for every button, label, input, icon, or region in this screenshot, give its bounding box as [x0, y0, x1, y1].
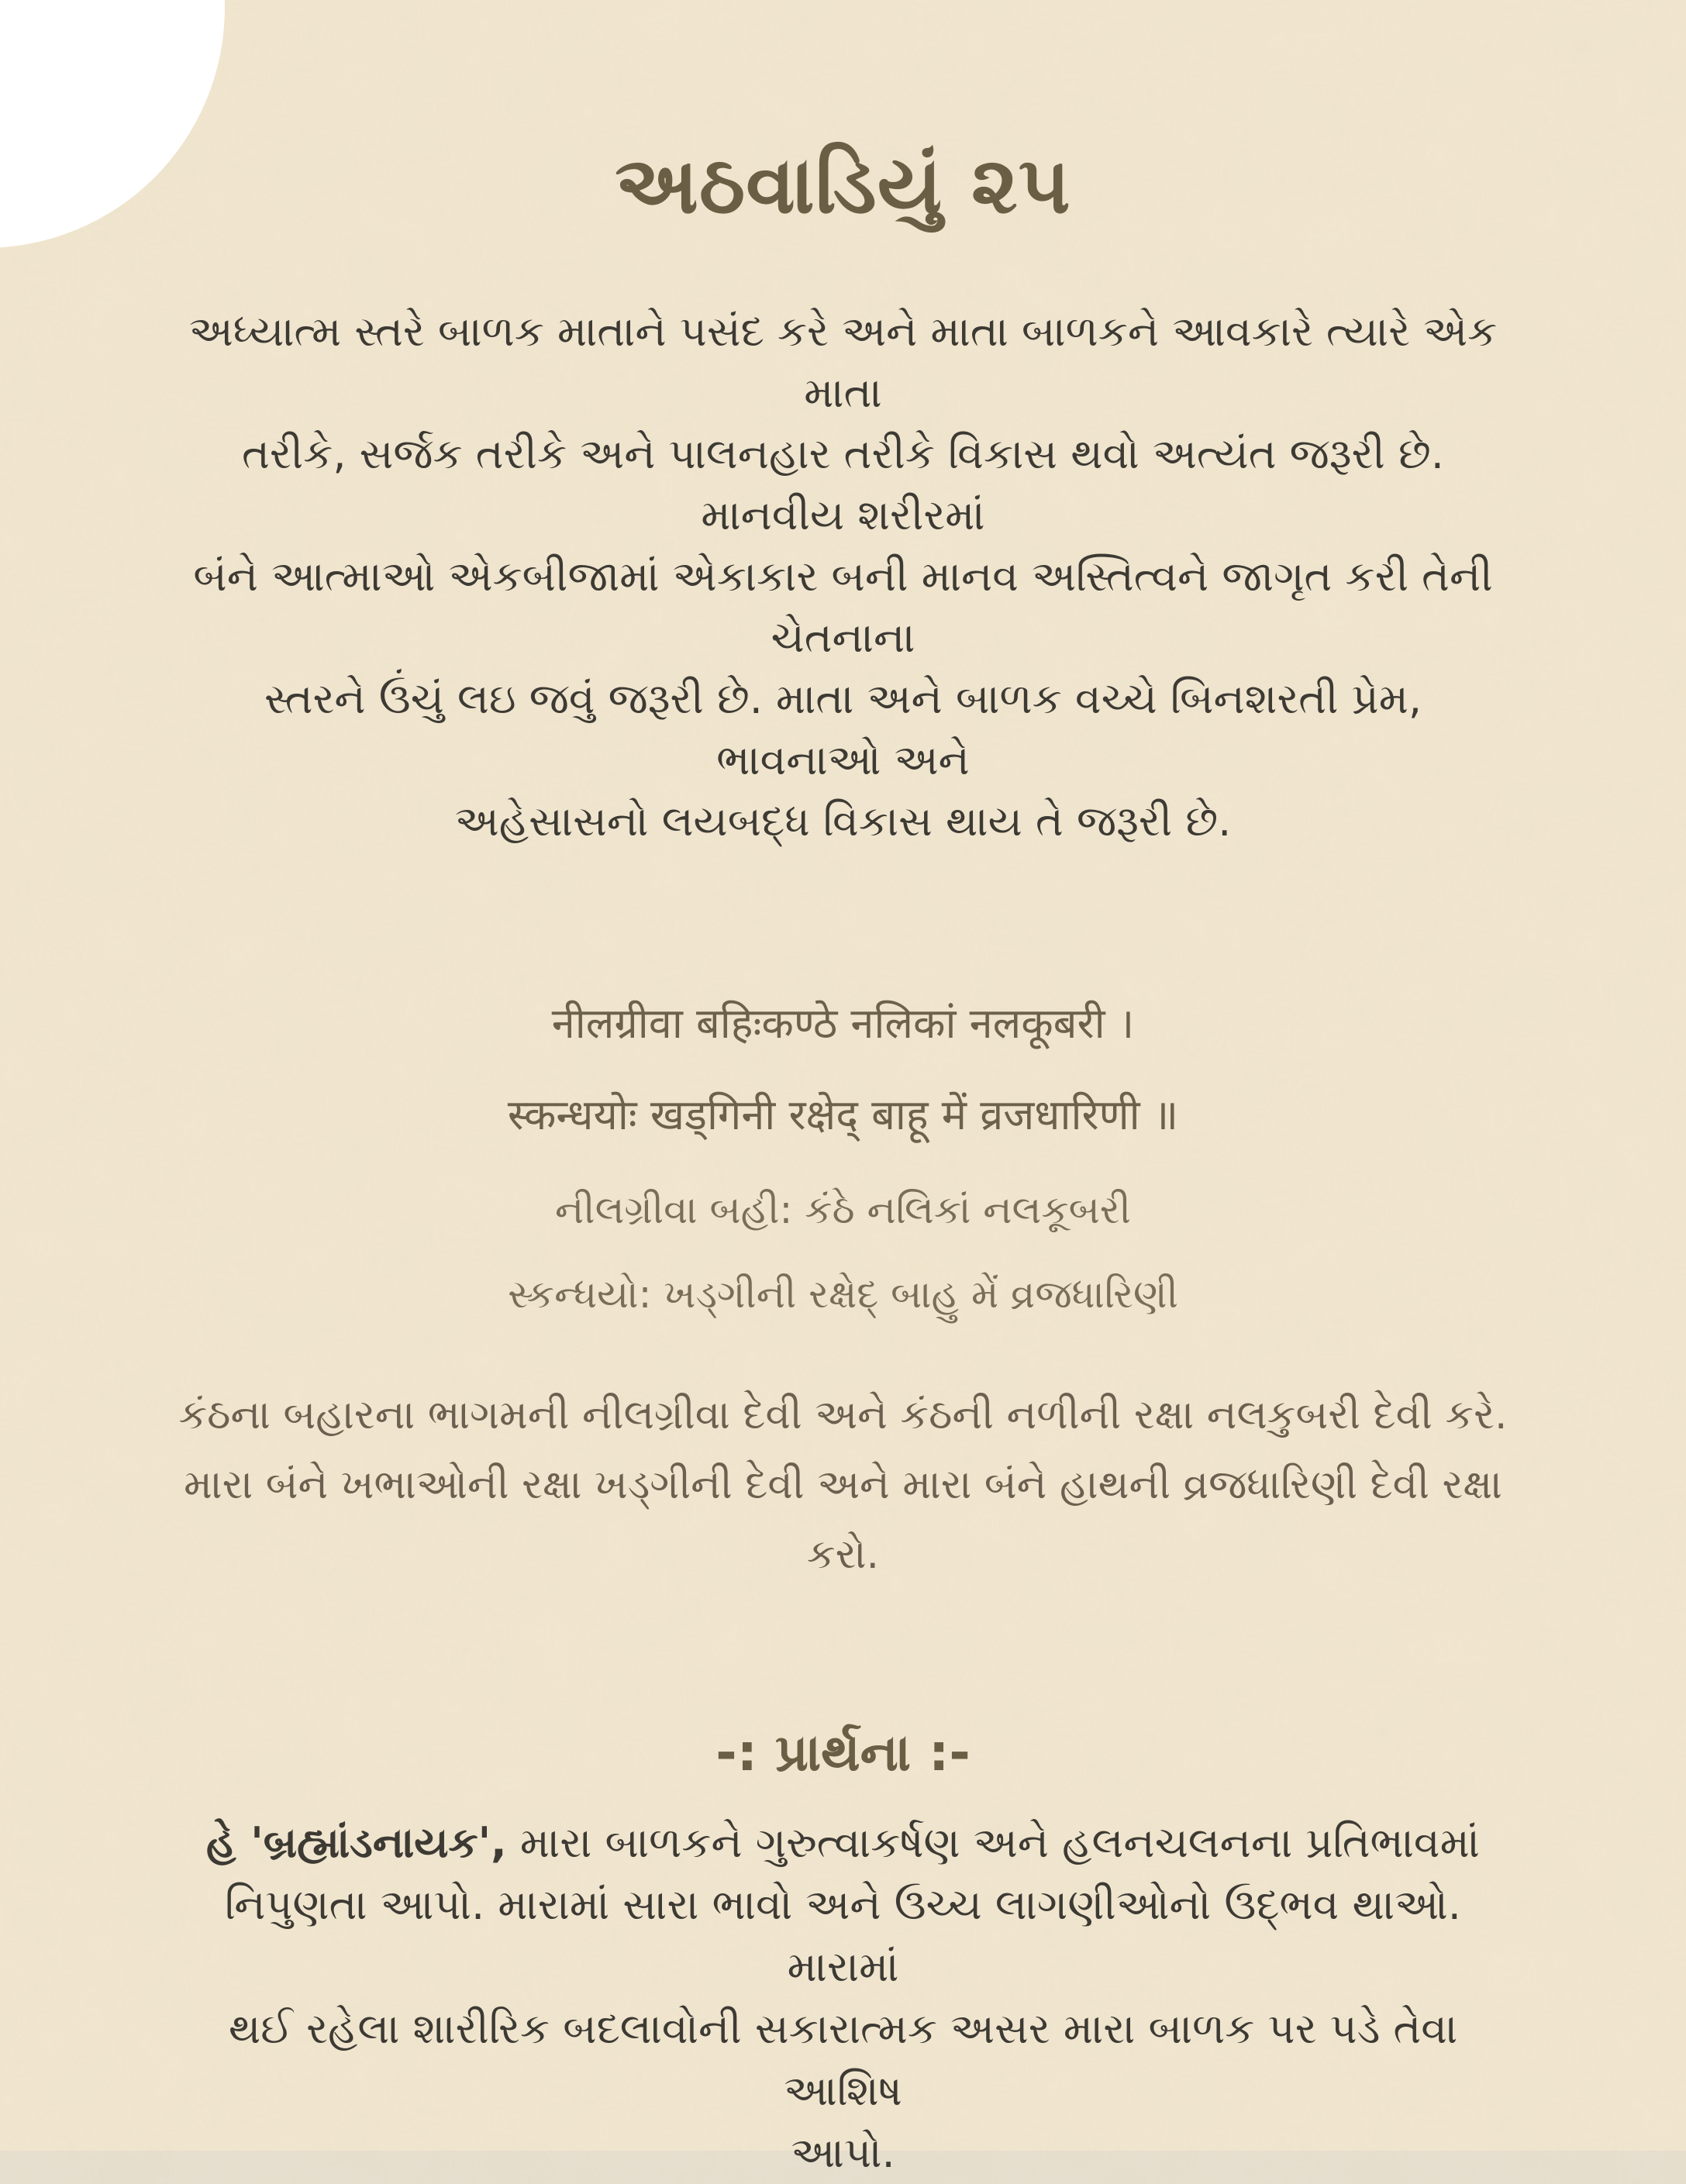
- prayer-line-1: [177, 1812, 1510, 1874]
- meaning-line-2: મારા બંને ખભાઓની રક્ષા ખડ્ગીની દેવી અને મારા બંને હાથની વ્રજધારિણી દેવી રક્ષા: [184, 1462, 1502, 1508]
- shloka-sanskrit-line-2: स्कन्धयोः खड्गिनी रक्षेद् बाहू में व्रजधारिणी ॥: [507, 1090, 1179, 1139]
- prayer-line-1-rest: મારા બાળકને ગુરુત્વાકર્ષણ અને હલનચલનના પ્રતિભાવમાં: [506, 1818, 1480, 1867]
- prayer-paragraph: [177, 1812, 1510, 2184]
- page-content: [177, 0, 1510, 2184]
- meaning-line-3: કરો.: [806, 1531, 880, 1578]
- intro-line-1: અધ્યાત્મ સ્તરે બાળક માતાને પસંદ કરે અને માતા બાળકને આવકારે ત્યારે એક માતા: [188, 307, 1498, 417]
- intro-paragraph: [177, 301, 1510, 852]
- shloka-gujarati-line-2: સ્કન્ધયો: ખડ્ગીની રક્ષેદ્ બાહુ મેં વ્રજધારિણી: [508, 1271, 1178, 1317]
- prayer-line-2: નિપુણતા આપો. મારામાં સારા ભાવો અને ઉચ્ચ લાગણીઓનો ઉદ્ભવ થાઓ. મારામાં: [225, 1880, 1461, 1991]
- meaning-paragraph: [177, 1380, 1510, 1590]
- prayer-salutation-bold: હે 'બ્રહ્માંડનાયક',: [206, 1818, 507, 1867]
- shloka-sanskrit-line-1: नीलग्रीवा बहिःकण्ठे नलिकां नलकूबरी ।: [551, 999, 1135, 1048]
- intro-line-3: બંને આત્માઓ એકબીજામાં એકાકાર બની માનવ અસ્તિત્વને જાગૃત કરી તેની ચેતનાના: [193, 552, 1493, 662]
- meaning-line-1: કંઠના બહારના ભાગમની નીલગ્રીવા દેવી અને કંઠની નળીની રક્ષા નલકુબરી દેવી કરે.: [178, 1392, 1508, 1438]
- shloka-gujarati-line-1: નીલગ્રીવા બહી: કંઠે નલિકાં નલકૂબરી: [555, 1187, 1131, 1232]
- shloka-section: [177, 997, 1510, 1318]
- prayer-heading: -: પ્રાર્થના :-: [715, 1723, 971, 1783]
- intro-line-4: સ્તરને ઉંચું લઇ જવું જરૂરી છે. માતા અને બાળક વચ્ચે બિનશરતી પ્રેમ, ભાવનાઓ અને: [264, 674, 1422, 784]
- prayer-line-4: આપો.: [791, 2128, 895, 2177]
- page-title: અઠવાડિયું ૨૫: [615, 140, 1071, 232]
- intro-line-5: અહેસાસનો લયબદ્ધ વિકાસ થાય તે જરૂરી છે.: [454, 797, 1232, 846]
- intro-line-2: તરીકે, સર્જક તરીકે અને પાલનહાર તરીકે વિકાસ થવો અત્યંત જરૂરી છે. માનવીય શરીરમાં: [242, 429, 1444, 539]
- prayer-line-3: થઈ રહેલા શારીરિક બદલાવોની સકારાત્મક અસર મારા બાળક પર પડે તેવા આશિષ: [228, 2004, 1458, 2115]
